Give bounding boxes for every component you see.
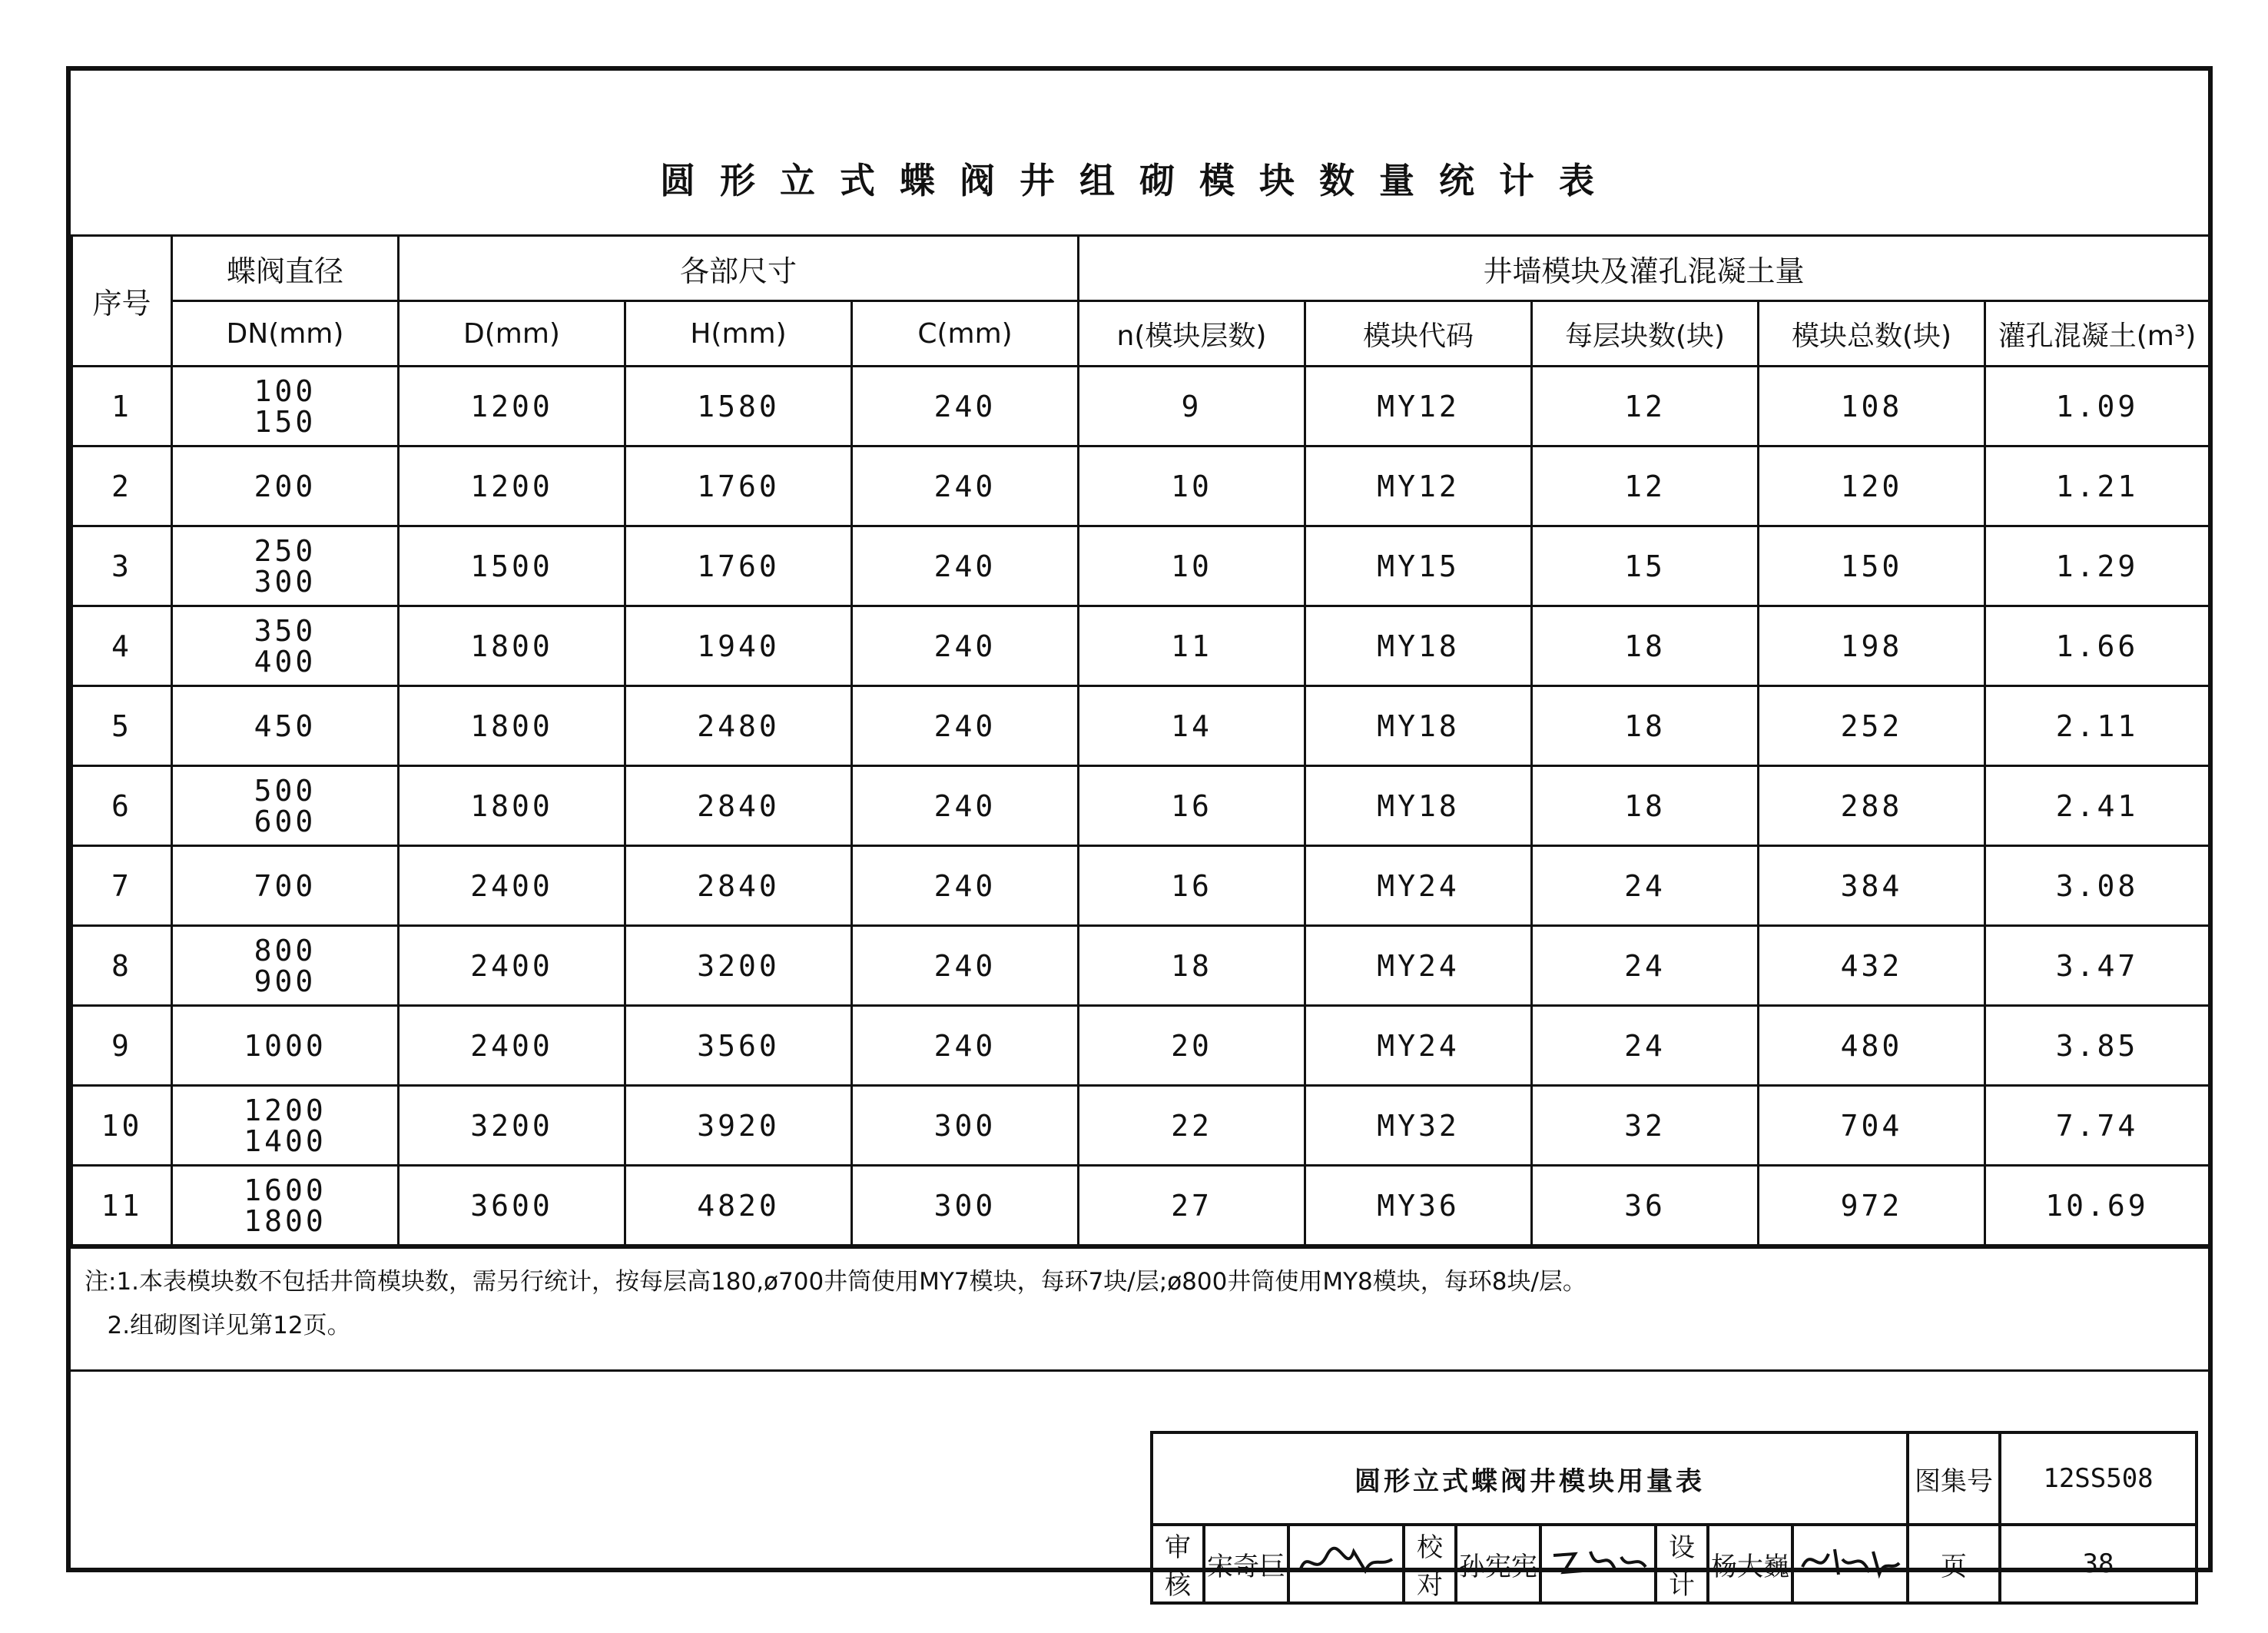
notes: [85, 1260, 1587, 1348]
header-n: n(模块层数): [1079, 301, 1305, 367]
header-dn: DN(mm): [172, 301, 399, 367]
cell-h: 1580: [625, 367, 852, 446]
cell-c: 240: [852, 367, 1079, 446]
cell-d: 2400: [399, 1006, 625, 1086]
cell-n: 20: [1079, 1006, 1305, 1086]
cell-seq: 2: [72, 446, 172, 526]
cell-d: 2400: [399, 926, 625, 1006]
cell-per-layer: 12: [1532, 367, 1759, 446]
cell-d: 3200: [399, 1086, 625, 1166]
cell-h: 2480: [625, 686, 852, 766]
cell-n: 14: [1079, 686, 1305, 766]
cell-d: 1800: [399, 766, 625, 846]
cell-per-layer: 12: [1532, 446, 1759, 526]
cell-total: 108: [1759, 367, 1985, 446]
cell-per-layer: 24: [1532, 926, 1759, 1006]
cell-total: 972: [1759, 1166, 1985, 1246]
cell-total: 252: [1759, 686, 1985, 766]
cell-per-layer: 18: [1532, 686, 1759, 766]
cell-h: 1760: [625, 526, 852, 606]
dn-value: 450: [254, 709, 317, 743]
cell-dn: [172, 1086, 399, 1166]
dn-value: 1200: [244, 1093, 327, 1127]
table-row: [72, 1166, 2210, 1246]
cell-concrete: 1.21: [1985, 446, 2210, 526]
note-2: 2.组砌图详见第12页。: [85, 1312, 351, 1339]
cell-concrete: 3.85: [1985, 1006, 2210, 1086]
cell-concrete: 1.66: [1985, 606, 2210, 686]
cell-h: 4820: [625, 1166, 852, 1246]
dn-value-2: 600: [254, 804, 317, 838]
table-title: 圆形立式蝶阀井组砌模块数量统计表: [660, 160, 1619, 201]
dn-value-2: 300: [254, 564, 317, 599]
cell-concrete: 7.74: [1985, 1086, 2210, 1166]
cell-dn: [172, 1166, 399, 1246]
cell-h: 2840: [625, 846, 852, 926]
cell-h: 3920: [625, 1086, 852, 1166]
title-block-divider: [71, 1369, 2208, 1372]
cell-per-layer: 24: [1532, 846, 1759, 926]
cell-per-layer: 32: [1532, 1086, 1759, 1166]
page-label: 页: [1908, 1525, 2000, 1603]
table-row: [72, 606, 2210, 686]
dn-value-2: 1800: [244, 1203, 327, 1238]
checker-name: 孙宪宪: [1456, 1525, 1540, 1603]
cell-concrete: 2.41: [1985, 766, 2210, 846]
cell-seq: 3: [72, 526, 172, 606]
cell-concrete: 3.47: [1985, 926, 2210, 1006]
cell-n: 16: [1079, 766, 1305, 846]
cell-code: MY15: [1305, 526, 1532, 606]
cell-total: 150: [1759, 526, 1985, 606]
cell-c: 240: [852, 606, 1079, 686]
cell-concrete: 10.69: [1985, 1166, 2210, 1246]
cell-c: 300: [852, 1086, 1079, 1166]
cell-seq: 6: [72, 766, 172, 846]
cell-n: 10: [1079, 526, 1305, 606]
cell-d: 2400: [399, 846, 625, 926]
dn-value-2: 900: [254, 964, 317, 998]
checker-signature: [1540, 1525, 1656, 1603]
design-label: 设计: [1656, 1525, 1708, 1603]
header-per-layer: 每层块数(块): [1532, 301, 1759, 367]
header-wall-blocks: 井墙模块及灌孔混凝土量: [1079, 236, 2210, 301]
header-code: 模块代码: [1305, 301, 1532, 367]
cell-d: 1800: [399, 606, 625, 686]
reviewer-signature: [1288, 1525, 1404, 1603]
cell-total: 384: [1759, 846, 1985, 926]
title-block: [1150, 1431, 2198, 1605]
cell-code: MY36: [1305, 1166, 1532, 1246]
header-total: 模块总数(块): [1759, 301, 1985, 367]
header-valve-diameter: 蝶阀直径: [172, 236, 399, 301]
cell-d: 1800: [399, 686, 625, 766]
dn-value-2: 1400: [244, 1124, 327, 1158]
atlas-label: 图集号: [1908, 1432, 2000, 1525]
cell-n: 11: [1079, 606, 1305, 686]
drawing-title: 圆形立式蝶阀井模块用量表: [1152, 1432, 1908, 1525]
cell-total: 288: [1759, 766, 1985, 846]
cell-dn: [172, 446, 399, 526]
cell-seq: 10: [72, 1086, 172, 1166]
cell-dn: [172, 526, 399, 606]
cell-concrete: 2.11: [1985, 686, 2210, 766]
cell-d: 1200: [399, 446, 625, 526]
cell-per-layer: 24: [1532, 1006, 1759, 1086]
header-c: C(mm): [852, 301, 1079, 367]
cell-concrete: 1.09: [1985, 367, 2210, 446]
cell-c: 240: [852, 686, 1079, 766]
reviewer-name: 宋奇巨: [1204, 1525, 1288, 1603]
cell-code: MY12: [1305, 367, 1532, 446]
cell-dn: [172, 686, 399, 766]
atlas-number: 12SS508: [2000, 1432, 2197, 1525]
cell-total: 432: [1759, 926, 1985, 1006]
table-row: [72, 1006, 2210, 1086]
table-row: [72, 367, 2210, 446]
cell-seq: 9: [72, 1006, 172, 1086]
dn-value-2: 150: [254, 404, 317, 439]
cell-n: 18: [1079, 926, 1305, 1006]
cell-seq: 4: [72, 606, 172, 686]
cell-h: 1760: [625, 446, 852, 526]
cell-h: 3560: [625, 1006, 852, 1086]
table-row: [72, 1086, 2210, 1166]
cell-d: 1200: [399, 367, 625, 446]
dn-value: 700: [254, 868, 317, 903]
page-number: 38: [2000, 1525, 2197, 1603]
cell-code: MY24: [1305, 846, 1532, 926]
table-row: [72, 526, 2210, 606]
cell-dn: [172, 606, 399, 686]
cell-per-layer: 15: [1532, 526, 1759, 606]
quantity-table: [71, 234, 2210, 1246]
cell-code: MY18: [1305, 766, 1532, 846]
header-concrete: 灌孔混凝土(m³): [1985, 301, 2210, 367]
cell-dn: [172, 367, 399, 446]
cell-code: MY18: [1305, 606, 1532, 686]
table-row: [72, 926, 2210, 1006]
dn-value-2: 400: [254, 644, 317, 679]
cell-seq: 5: [72, 686, 172, 766]
note-1: 注:1.本表模块数不包括井筒模块数，需另行统计，按每层高180,ø700井筒使用MY7模块，每环7块/层;ø800井筒使用MY8模块，每环8块/层。: [85, 1268, 1587, 1296]
dn-value: 350: [254, 613, 317, 648]
cell-total: 480: [1759, 1006, 1985, 1086]
cell-h: 3200: [625, 926, 852, 1006]
cell-d: 3600: [399, 1166, 625, 1246]
cell-d: 1500: [399, 526, 625, 606]
header-dimensions: 各部尺寸: [399, 236, 1079, 301]
cell-code: MY32: [1305, 1086, 1532, 1166]
cell-dn: [172, 766, 399, 846]
cell-dn: [172, 926, 399, 1006]
header-d: D(mm): [399, 301, 625, 367]
designer-signature: [1792, 1525, 1908, 1603]
header-seq: 序号: [72, 236, 172, 367]
cell-c: 240: [852, 926, 1079, 1006]
designer-name: 杨大巍: [1708, 1525, 1792, 1603]
review-label: 审核: [1152, 1525, 1204, 1603]
cell-code: MY24: [1305, 1006, 1532, 1086]
cell-c: 240: [852, 526, 1079, 606]
cell-seq: 8: [72, 926, 172, 1006]
cell-per-layer: 36: [1532, 1166, 1759, 1246]
cell-c: 240: [852, 766, 1079, 846]
dn-value: 800: [254, 933, 317, 968]
dn-value: 500: [254, 773, 317, 808]
cell-n: 27: [1079, 1166, 1305, 1246]
dn-value: 1000: [244, 1028, 327, 1063]
cell-dn: [172, 846, 399, 926]
cell-per-layer: 18: [1532, 606, 1759, 686]
cell-code: MY24: [1305, 926, 1532, 1006]
table-row: [72, 446, 2210, 526]
dn-value: 100: [254, 373, 317, 408]
cell-seq: 1: [72, 367, 172, 446]
dn-value: 250: [254, 533, 317, 568]
cell-code: MY18: [1305, 686, 1532, 766]
cell-total: 120: [1759, 446, 1985, 526]
cell-n: 16: [1079, 846, 1305, 926]
cell-total: 704: [1759, 1086, 1985, 1166]
cell-h: 1940: [625, 606, 852, 686]
table-row: [72, 686, 2210, 766]
cell-c: 240: [852, 846, 1079, 926]
cell-code: MY12: [1305, 446, 1532, 526]
cell-h: 2840: [625, 766, 852, 846]
cell-total: 198: [1759, 606, 1985, 686]
cell-seq: 7: [72, 846, 172, 926]
cell-c: 240: [852, 1006, 1079, 1086]
cell-n: 9: [1079, 367, 1305, 446]
cell-c: 300: [852, 1166, 1079, 1246]
dn-value: 1600: [244, 1173, 327, 1207]
cell-c: 240: [852, 446, 1079, 526]
cell-seq: 11: [72, 1166, 172, 1246]
check-label: 校对: [1404, 1525, 1456, 1603]
dn-value: 200: [254, 469, 317, 503]
cell-concrete: 3.08: [1985, 846, 2210, 926]
cell-n: 10: [1079, 446, 1305, 526]
cell-concrete: 1.29: [1985, 526, 2210, 606]
notes-divider: [71, 1246, 2208, 1249]
cell-n: 22: [1079, 1086, 1305, 1166]
cell-dn: [172, 1006, 399, 1086]
table-row: [72, 766, 2210, 846]
cell-per-layer: 18: [1532, 766, 1759, 846]
table-row: [72, 846, 2210, 926]
header-h: H(mm): [625, 301, 852, 367]
